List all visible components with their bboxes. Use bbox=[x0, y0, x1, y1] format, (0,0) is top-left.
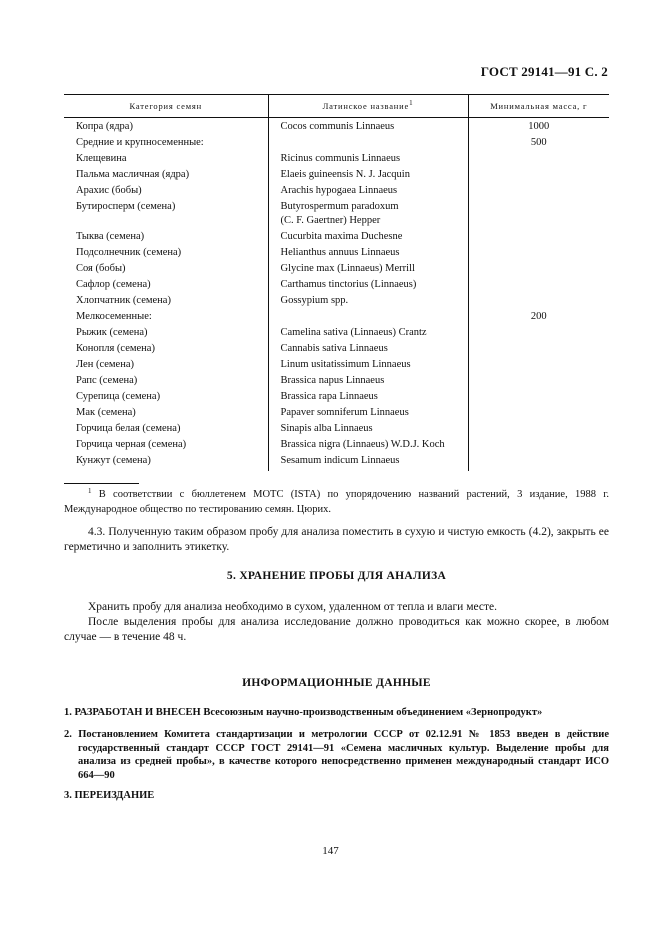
cell-category bbox=[64, 277, 268, 293]
cell-category-text: Рапс (семена) bbox=[76, 375, 138, 386]
section-5-title: 5. ХРАНЕНИЕ ПРОБЫ ДЛЯ АНАЛИЗА bbox=[226, 570, 447, 582]
cell-latin-name bbox=[268, 277, 468, 293]
cell-min-mass bbox=[468, 167, 609, 183]
cell-category-text: Подсолнечник (семена) bbox=[76, 247, 182, 258]
cell-category-text: Мелкосеменные: bbox=[76, 311, 152, 322]
table-row bbox=[64, 229, 609, 245]
cell-latin-name bbox=[268, 389, 468, 405]
cell-latin-name-text: Papaver somniferum Linnaeus bbox=[280, 407, 409, 418]
cell-category bbox=[64, 405, 268, 421]
cell-category bbox=[64, 135, 268, 151]
cell-category bbox=[64, 341, 268, 357]
cell-latin-name-text: Cannabis sativa Linnaeus bbox=[280, 343, 388, 354]
table-row bbox=[64, 199, 609, 229]
cell-min-mass bbox=[468, 118, 609, 136]
table-row bbox=[64, 453, 609, 471]
cell-latin-name bbox=[268, 151, 468, 167]
table-row bbox=[64, 421, 609, 437]
cell-min-mass bbox=[468, 293, 609, 309]
table-row bbox=[64, 309, 609, 325]
cell-latin-name-text: Elaeis guineensis N. J. Jacquin bbox=[280, 169, 410, 180]
cell-min-mass bbox=[468, 453, 609, 471]
cell-latin-name-text: Brassica rapa Linnaeus bbox=[280, 391, 378, 402]
cell-latin-name-text: Helianthus annuus Linnaeus bbox=[280, 247, 400, 258]
cell-min-mass bbox=[468, 405, 609, 421]
cell-category bbox=[64, 261, 268, 277]
cell-category-text: Рыжик (семена) bbox=[76, 327, 148, 338]
table-body bbox=[64, 118, 609, 472]
cell-latin-name bbox=[268, 341, 468, 357]
cell-latin-name bbox=[268, 199, 468, 229]
cell-category-text: Соя (бобы) bbox=[76, 263, 126, 274]
page-number: 147 bbox=[322, 845, 339, 857]
footnote-mark: 1 bbox=[88, 487, 92, 495]
cell-latin-name bbox=[268, 118, 468, 136]
cell-category bbox=[64, 357, 268, 373]
cell-latin-name bbox=[268, 373, 468, 389]
cell-latin-name-text: Glycine max (Linnaeus) Merrill bbox=[280, 263, 415, 274]
cell-latin-name bbox=[268, 229, 468, 245]
cell-latin-name bbox=[268, 135, 468, 151]
cell-latin-name bbox=[268, 421, 468, 437]
cell-min-mass bbox=[468, 245, 609, 261]
cell-latin-name-text: Butyrospermum paradoxum bbox=[280, 201, 399, 212]
cell-latin-name bbox=[268, 357, 468, 373]
cell-latin-name bbox=[268, 183, 468, 199]
column-header-latin-label: Латинское название bbox=[322, 101, 410, 111]
cell-min-mass-text: 500 bbox=[530, 137, 547, 148]
table-row bbox=[64, 357, 609, 373]
table-row bbox=[64, 437, 609, 453]
cell-category bbox=[64, 373, 268, 389]
cell-latin-name-text: (C. F. Gaertner) Hepper bbox=[280, 215, 381, 226]
cell-latin-name-text: Carthamus tinctorius (Linnaeus) bbox=[280, 279, 417, 290]
cell-latin-name-text: Camelina sativa (Linnaeus) Crantz bbox=[280, 327, 427, 338]
cell-category-text: Горчица черная (семена) bbox=[76, 439, 187, 450]
cell-latin-name-text: Linum usitatissimum Linnaeus bbox=[280, 359, 411, 370]
cell-category bbox=[64, 229, 268, 245]
cell-min-mass bbox=[468, 389, 609, 405]
cell-min-mass-text: 200 bbox=[530, 311, 547, 322]
table-row bbox=[64, 261, 609, 277]
cell-latin-name bbox=[268, 293, 468, 309]
cell-category-text: Бутиросперм (семена) bbox=[76, 201, 176, 212]
cell-category bbox=[64, 183, 268, 199]
cell-min-mass bbox=[468, 421, 609, 437]
cell-min-mass bbox=[468, 183, 609, 199]
cell-category bbox=[64, 453, 268, 471]
cell-latin-name-text: Brassica nigra (Linnaeus) W.D.J. Koch bbox=[280, 439, 445, 450]
table-row bbox=[64, 373, 609, 389]
table-row bbox=[64, 277, 609, 293]
info-item-2: 2. Постановлением Комитета стандартизации и метрологии СССР от 02.12.91 № 1853 введен в действие государственный стандарт СССР ГОСТ 29141—91 «Семена масличных культур. Выделение пробы для анализа из средней пробы», в качестве которого непосредственно применен международный стандарт ИСО 664—90 bbox=[64, 729, 609, 781]
table-row bbox=[64, 167, 609, 183]
cell-category bbox=[64, 389, 268, 405]
cell-latin-name bbox=[268, 405, 468, 421]
cell-min-mass bbox=[468, 199, 609, 229]
column-header-category: Категория семян bbox=[64, 95, 268, 118]
cell-latin-name-text: Ricinus communis Linnaeus bbox=[280, 153, 401, 164]
cell-category-text: Горчица белая (семена) bbox=[76, 423, 181, 434]
cell-min-mass bbox=[468, 341, 609, 357]
cell-category-text: Сафлор (семена) bbox=[76, 279, 151, 290]
cell-latin-name bbox=[268, 453, 468, 471]
footnote-reference: 1 bbox=[409, 99, 414, 107]
cell-category bbox=[64, 118, 268, 136]
clause-4-3: 4.3. Полученную таким образом пробу для анализа поместить в сухую и чистую емкость (4.2), закрыть ее герметично и заполнить этикетку. bbox=[64, 526, 609, 553]
cell-latin-name-text: Sesamum indicum Linnaeus bbox=[280, 455, 400, 466]
cell-latin-name bbox=[268, 325, 468, 341]
cell-min-mass bbox=[468, 309, 609, 325]
cell-category-text: Мак (семена) bbox=[76, 407, 136, 418]
column-header-mass: Минимальная масса, г bbox=[468, 95, 609, 118]
table-row bbox=[64, 183, 609, 199]
info-title: ИНФОРМАЦИОННЫЕ ДАННЫЕ bbox=[242, 677, 431, 689]
cell-latin-name-text: Arachis hypogaea Linnaeus bbox=[280, 185, 398, 196]
table-row bbox=[64, 389, 609, 405]
cell-category-text: Конопля (семена) bbox=[76, 343, 155, 354]
cell-category-text: Копра (ядра) bbox=[76, 121, 133, 132]
cell-category bbox=[64, 421, 268, 437]
cell-min-mass bbox=[468, 261, 609, 277]
cell-category bbox=[64, 199, 268, 229]
cell-category-text: Клещевина bbox=[76, 153, 127, 164]
section-5-paragraph-2: После выделения пробы для анализа исследование должно проводиться как можно скорее, в любом случае — в течение 48 ч. bbox=[64, 616, 609, 643]
cell-latin-name-text: Brassica napus Linnaeus bbox=[280, 375, 385, 386]
cell-min-mass bbox=[468, 229, 609, 245]
cell-min-mass bbox=[468, 437, 609, 453]
cell-min-mass bbox=[468, 357, 609, 373]
cell-min-mass-text: 1000 bbox=[528, 121, 550, 132]
footnote bbox=[64, 487, 609, 517]
document-reference: ГОСТ 29141—91 С. 2 bbox=[480, 64, 608, 79]
cell-category-text: Тыква (семена) bbox=[76, 231, 145, 242]
table-row bbox=[64, 325, 609, 341]
info-item-3: 3. ПЕРЕИЗДАНИЕ bbox=[64, 790, 155, 801]
table-row bbox=[64, 245, 609, 261]
cell-latin-name bbox=[268, 167, 468, 183]
table-row bbox=[64, 341, 609, 357]
cell-latin-name-text: Sinapis alba Linnaeus bbox=[280, 423, 373, 434]
info-item-1: 1. РАЗРАБОТАН И ВНЕСЕН Всесоюзным научно-производственным объединением «Зернопродукт» bbox=[64, 707, 543, 718]
table-row bbox=[64, 118, 609, 136]
cell-category bbox=[64, 293, 268, 309]
cell-min-mass bbox=[468, 151, 609, 167]
cell-category bbox=[64, 437, 268, 453]
section-5-paragraph-1: Хранить пробу для анализа необходимо в сухом, удаленном от тепла и влаги месте. bbox=[88, 601, 497, 613]
cell-category-text: Кунжут (семена) bbox=[76, 455, 151, 466]
table-row bbox=[64, 135, 609, 151]
cell-latin-name bbox=[268, 437, 468, 453]
table-row bbox=[64, 151, 609, 167]
cell-min-mass bbox=[468, 277, 609, 293]
table-row bbox=[64, 293, 609, 309]
column-header-latin bbox=[268, 95, 468, 118]
table-header-row bbox=[64, 95, 609, 118]
table-row bbox=[64, 405, 609, 421]
cell-category bbox=[64, 167, 268, 183]
cell-category-text: Сурепица (семена) bbox=[76, 391, 161, 402]
cell-min-mass bbox=[468, 373, 609, 389]
cell-min-mass bbox=[468, 325, 609, 341]
cell-category bbox=[64, 309, 268, 325]
cell-category-text: Хлопчатник (семена) bbox=[76, 295, 171, 306]
cell-category-text: Арахис (бобы) bbox=[76, 185, 142, 196]
cell-category bbox=[64, 151, 268, 167]
cell-latin-name-text: Cocos communis Linnaeus bbox=[280, 121, 395, 132]
cell-category bbox=[64, 325, 268, 341]
cell-latin-name-text: Cucurbita maxima Duchesne bbox=[280, 231, 403, 242]
cell-min-mass bbox=[468, 135, 609, 151]
cell-category-text: Пальма масличная (ядра) bbox=[76, 169, 190, 180]
cell-category-text: Лен (семена) bbox=[76, 359, 134, 370]
cell-category bbox=[64, 245, 268, 261]
cell-latin-name bbox=[268, 245, 468, 261]
cell-latin-name bbox=[268, 309, 468, 325]
cell-latin-name-text: Gossypium spp. bbox=[280, 295, 349, 306]
cell-latin-name bbox=[268, 261, 468, 277]
footnote-divider bbox=[64, 483, 139, 484]
seed-mass-table bbox=[64, 94, 609, 471]
cell-category-text: Средние и крупносеменные: bbox=[76, 137, 204, 148]
footnote-text: В соответствии с бюллетенем МОТС (ISTA) по упорядочению названий растений, 3 издание, 1988 г. Международное общество по тестированию семян. Цюрих. bbox=[64, 489, 609, 515]
